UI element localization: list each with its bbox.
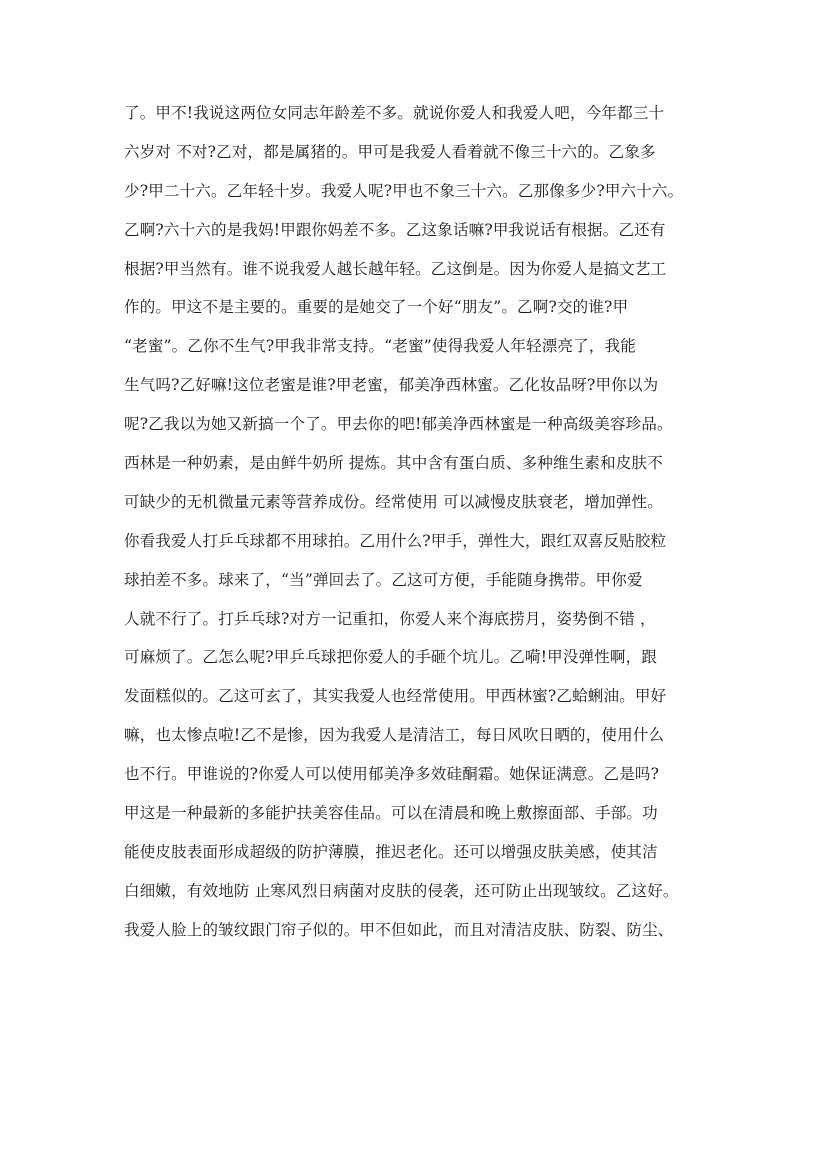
text-line-21: 白细嫩，有效地防 止寒风烈日病菌对皮肤的侵袭，还可防止出现皱纹。乙这好。 xyxy=(124,881,679,900)
text-line-8: 生气吗?乙好嘛!这位老蜜是谁?甲老蜜，郁美净西林蜜。乙化妆品呀?甲你以为 xyxy=(124,376,659,395)
text-line-6: 作的。甲这不是主要的。重要的是她交了一个好“朋友”。乙啊?交的谁?甲 xyxy=(124,298,629,317)
text-line-22: 我爱人脸上的皱纹跟门帘子似的。甲不但如此，而且对清洁皮肤、防裂、防尘、 xyxy=(124,920,674,939)
text-line-16: 发面糕似的。乙这可玄了，其实我爱人也经常使用。甲西林蜜?乙蛤蜊油。甲好 xyxy=(124,687,667,706)
text-line-7: “老蜜”。乙你不生气?甲我非常支持。“老蜜”使得我爱人年轻漂亮了，我能 xyxy=(124,337,637,356)
text-line-5: 根据?甲当然有。谁不说我爱人越长越年轻。乙这倒是。因为你爱人是搞文艺工 xyxy=(124,259,667,278)
text-line-12: 你看我爱人打乒乓球都不用球拍。乙用什么?甲手，弹性大，跟红双喜反贴胶粒 xyxy=(124,531,667,550)
text-line-1: 了。甲不!我说这两位女同志年龄差不多。就说你爱人和我爱人吧，今年都三十 xyxy=(124,104,665,122)
text-line-18: 也不行。甲谁说的?你爱人可以使用郁美净多效硅酮霜。她保证满意。乙是吗? xyxy=(124,765,660,784)
text-line-15: 可麻烦了。乙怎么呢?甲乒乓球把你爱人的手砸个坑儿。乙嗬!甲没弹性啊，跟 xyxy=(124,648,658,667)
text-line-13: 球拍差不多。球来了，“当”弹回去了。乙这可方便，手能随身携带。甲你爱 xyxy=(124,570,643,589)
text-line-10: 西林是一种奶素，是由鲜牛奶所 提炼。其中含有蛋白质、多种维生素和皮肤不 xyxy=(124,454,663,473)
text-line-11: 可缺少的无机微量元素等营养成份。经常使用 可以减慢皮肤衰老，增加弹性。 xyxy=(124,492,663,511)
body-text xyxy=(124,94,724,950)
text-line-9: 呢?乙我以为她又新搞一个了。甲去你的吧!郁美净西林蜜是一种高级美容珍品。 xyxy=(124,415,673,434)
text-line-14: 人就不行了。打乒乓球?对方一记重扣，你爱人来个海底捞月，姿势倒不错 ， xyxy=(124,609,656,628)
text-line-3: 少?甲二十六。乙年轻十岁。我爱人呢?甲也不象三十六。乙那像多少?甲六十六。 xyxy=(124,181,684,200)
text-line-20: 能使皮肢表面形成超级的防护薄膜，推迟老化。还可以增强皮肤美感，使其洁 xyxy=(124,842,658,861)
text-line-4: 乙啊?六十六的是我妈!甲跟你妈差不多。乙这象话嘛?甲我说话有根据。乙还有 xyxy=(124,220,666,239)
text-line-19: 甲这是一种最新的多能护扶美容佳品。可以在清晨和晚上敷擦面部、手部。功 xyxy=(124,804,658,823)
text-line-17: 嘛，也太惨点啦!乙不是惨，因为我爱人是清洁工，每日风吹日晒的，使用什么 xyxy=(124,726,665,745)
text-line-2: 六岁对 不对?乙对，都是属猪的。甲可是我爱人看着就不像三十六的。乙象多 xyxy=(124,142,656,161)
